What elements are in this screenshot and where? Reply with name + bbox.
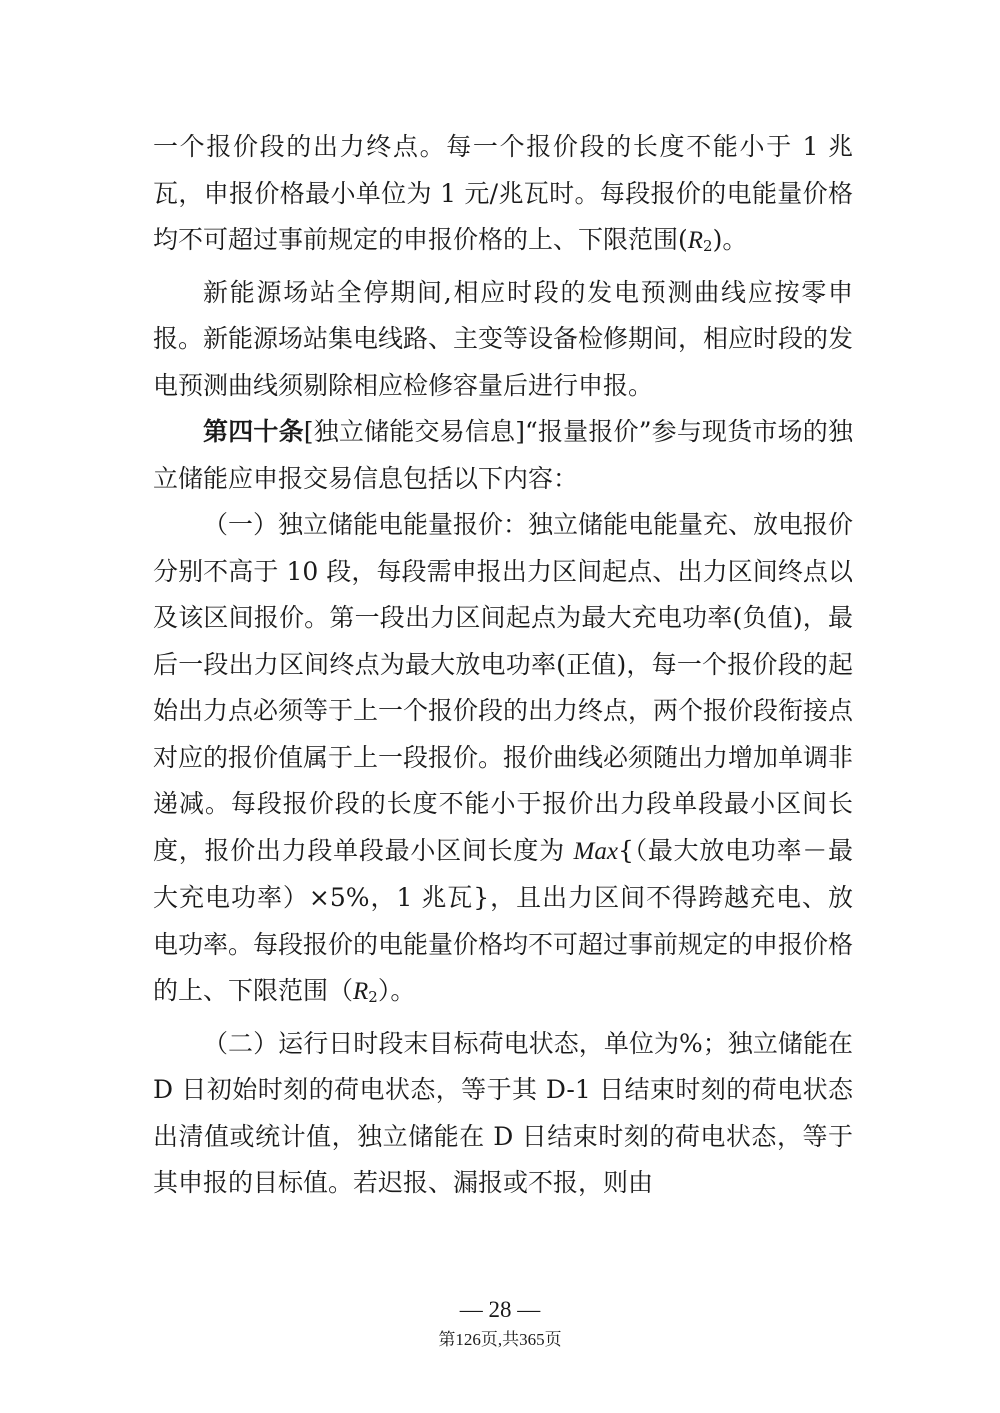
- paragraph-4: [153, 502, 853, 1021]
- paragraph-1: [153, 124, 853, 270]
- symbol-r: R: [687, 227, 704, 254]
- paragraph-1-text-end: )。: [712, 225, 748, 254]
- paragraph-5-text: （二）运行日时段末目标荷电状态，单位为%；独立储能在 D 日初始时刻的荷电状态，等于其 D-1 日结束时刻的荷电状态出清值或统计值，独立储能在 D 日结束时刻的荷电状态，等于其申报的目标值。若迟报、漏报或不报，则由: [153, 1028, 853, 1197]
- symbol-r-subscript: 2: [703, 237, 713, 255]
- paragraph-4-text-middle: {（最大放电功率－最大充电功率）×5%，1 兆瓦}，且出力区间不得跨越充电、放电功率。每段报价的电能量价格均不可超过事前规定的申报价格的上、下限范围（: [153, 835, 854, 1005]
- max-function: Max: [573, 837, 618, 865]
- paragraph-5: [153, 1021, 853, 1207]
- page-info: 第126页,共365页: [438, 1330, 562, 1349]
- paragraph-4-text: （一）独立储能电能量报价：独立储能电能量充、放电报价分别不高于 10 段，每段需申报出力区间起点、出力区间终点以及该区间报价。第一段出力区间起点为最大充电功率(负值)，最后一段出力区间终点为最大放电功率(正值)，每一个报价段的起始出力点必须等于上一个报价段的出力终点，两个报价段衔接点对应的报价值属于上一段报价。报价曲线必须随出力增加单调非递减。每段报价段的长度不能小于报价出力段单段最小区间长度，报价出力段单段最小区间长度为: [153, 510, 854, 865]
- symbol-r-subscript: 2: [368, 988, 378, 1006]
- article-heading: 第四十条: [203, 417, 304, 446]
- paragraph-1-text: 一个报价段的出力终点。每一个报价段的长度不能小于 1 兆瓦，申报价格最小单位为 1 元/兆瓦时。每段报价的电能量价格均不可超过事前规定的申报价格的上、下限范围(: [153, 132, 853, 254]
- paragraph-2-text: 新能源场站全停期间,相应时段的发电预测曲线应按零申报。新能源场站集电线路、主变等设备检修期间，相应时段的发电预测曲线须剔除相应检修容量后进行申报。: [153, 277, 854, 400]
- paragraph-4-text-end: ）。: [377, 976, 416, 1005]
- page-number: — 28 —: [459, 1297, 541, 1322]
- body-text: [153, 124, 853, 1207]
- paragraph-3: [153, 409, 853, 502]
- paragraph-3-text: [独立储能交易信息]“报量报价”参与现货市场的独立储能应申报交易信息包括以下内容：: [153, 417, 853, 493]
- symbol-r: R: [353, 978, 369, 1005]
- paragraph-2: [153, 270, 853, 410]
